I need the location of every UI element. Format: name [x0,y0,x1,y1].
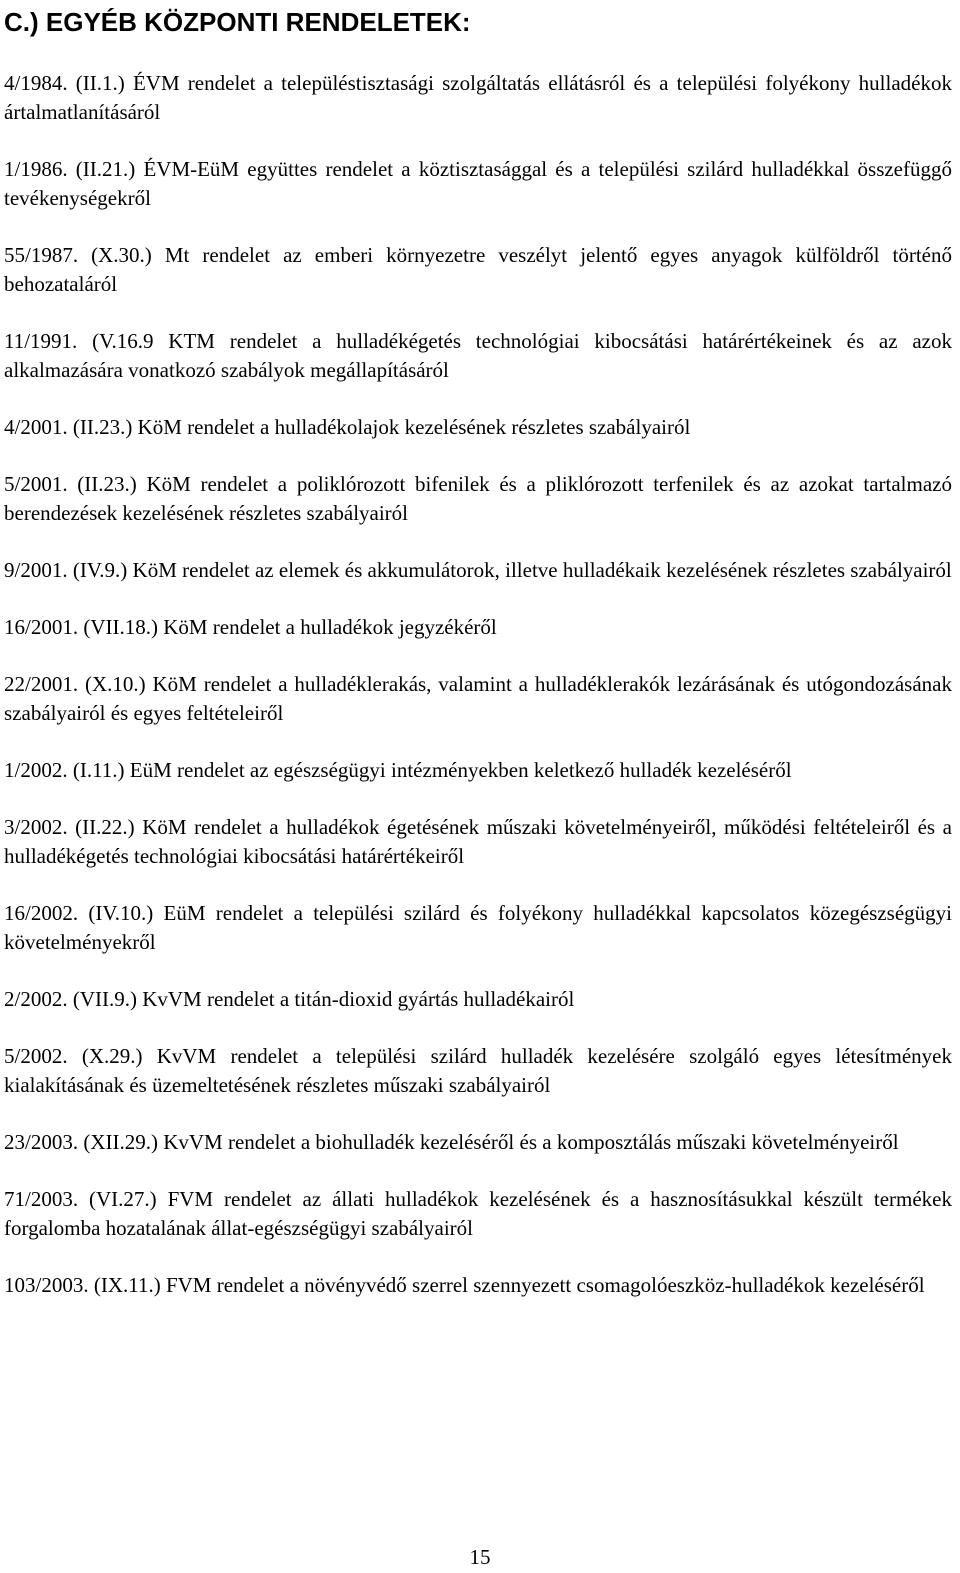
regulation-entry: 5/2001. (II.23.) KöM rendelet a poliklórozott bifenilek és a pliklórozott terfenilek és az azokat tartalmazó berendezések kezelésének részletes szabályairól [4,472,952,525]
regulation-entry: 11/1991. (V.16.9 KTM rendelet a hulladékégetés technológiai kibocsátási határértékeinek és az azok alkalmazására vonatkozó szabályok megállapításáról [4,329,952,382]
regulation-entry: 23/2003. (XII.29.) KvVM rendelet a biohulladék kezeléséről és a komposztálás műszaki követelményeiről [4,1130,899,1154]
regulation-entry: 22/2001. (X.10.) KöM rendelet a hulladéklerakás, valamint a hulladéklerakók lezárásának és utógondozásának szabályairól és egyes feltételeiről [4,672,952,725]
regulation-entry: 16/2001. (VII.18.) KöM rendelet a hulladékok jegyzékéről [4,615,497,639]
regulation-entry: 1/1986. (II.21.) ÉVM-EüM együttes rendelet a köztisztasággal és a települési szilárd hulladékkal összefüggő tevékenységekről [4,157,952,210]
regulation-entry: 5/2002. (X.29.) KvVM rendelet a települési szilárd hulladék kezelésére szolgáló egyes létesítmények kialakításának és üzemeltetésének részletes műszaki szabályairól [4,1044,952,1097]
regulation-entry: 4/1984. (II.1.) ÉVM rendelet a településtisztasági szolgáltatás ellátásról és a települési folyékony hulladékok ártalmatlanításáról [4,71,952,124]
regulation-entry: 1/2002. (I.11.) EüM rendelet az egészségügyi intézményekben keletkező hulladék kezeléséről [4,758,792,782]
regulation-entry: 71/2003. (VI.27.) FVM rendelet az állati hulladékok kezelésének és a hasznosításukkal készült termékek forgalomba hozatalának állat-egészségügyi szabályairól [4,1187,952,1240]
regulation-entry: 2/2002. (VII.9.) KvVM rendelet a titán-dioxid gyártás hulladékairól [4,987,575,1011]
regulation-entry: 55/1987. (X.30.) Mt rendelet az emberi környezetre veszélyt jelentő egyes anyagok külföldről történő behozataláról [4,243,952,296]
regulation-entry: 16/2002. (IV.10.) EüM rendelet a települési szilárd és folyékony hulladékkal kapcsolatos közegészségügyi követelményekről [4,901,952,954]
section-heading: C.) EGYÉB KÖZPONTI RENDELETEK: [4,7,471,37]
regulation-entry: 4/2001. (II.23.) KöM rendelet a hulladékolajok kezelésének részletes szabályairól [4,415,691,439]
regulation-entry: 103/2003. (IX.11.) FVM rendelet a növényvédő szerrel szennyezett csomagolóeszköz-hulladékok kezeléséről [4,1273,925,1297]
regulation-entry: 3/2002. (II.22.) KöM rendelet a hulladékok égetésének műszaki követelményeiről, működési feltételeiről és a hulladékégetés technológiai kibocsátási határértékeiről [4,815,952,868]
regulation-entry: 9/2001. (IV.9.) KöM rendelet az elemek és akkumulátorok, illetve hulladékaik kezelésének részletes szabályairól [4,558,952,582]
page-number: 15 [469,1545,491,1569]
regulation-list [4,69,952,1328]
